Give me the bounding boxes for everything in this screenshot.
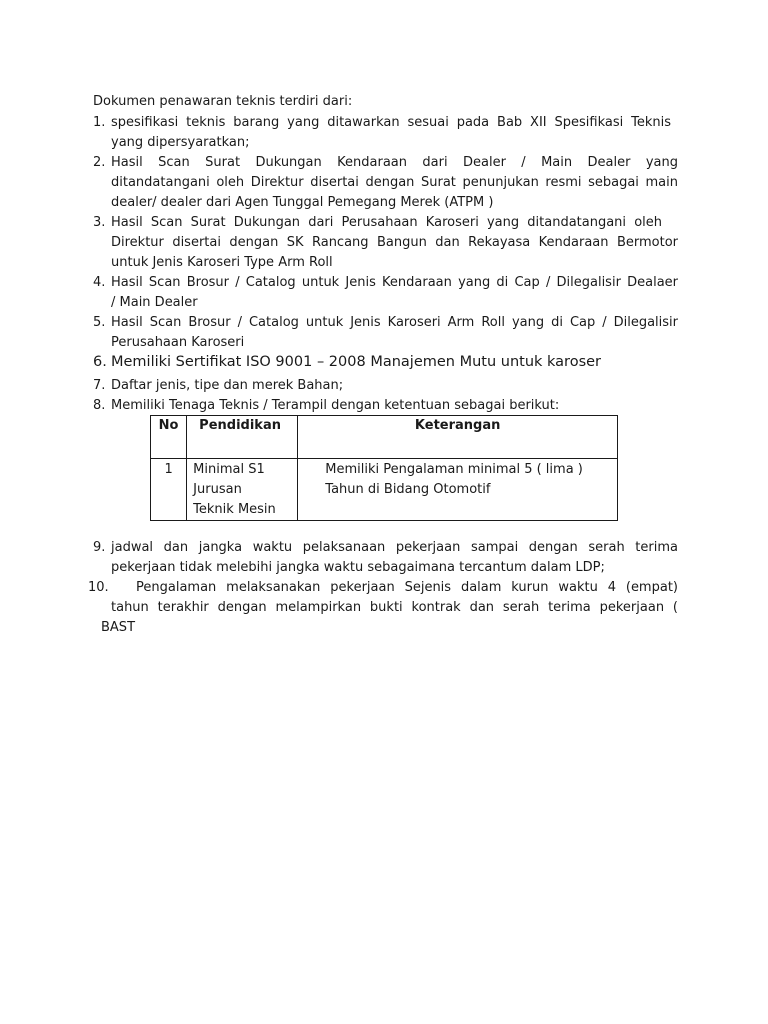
item-4-line-2: / Main Dealer	[111, 295, 198, 310]
item-8-line-1: Memiliki Tenaga Teknis / Terampil dengan ketentuan sebagai berikut:	[111, 398, 560, 413]
header-no: No	[151, 416, 187, 459]
item-number: 4.	[93, 275, 106, 290]
item-2-line-2: ditandatangani oleh Direktur disertai dengan Surat penunjukan resmi sebagai main	[111, 175, 678, 190]
item-number: 2.	[93, 155, 106, 170]
pendidikan-line: Teknik Mesin	[193, 502, 276, 517]
item-3-line-2: Direktur disertai dengan SK Rancang Bangun dan Rekayasa Kendaraan Bermotor	[111, 235, 678, 250]
item-number: 1.	[93, 115, 106, 130]
item-number: 3.	[93, 215, 106, 230]
item-4-line-1: Hasil Scan Brosur / Catalog untuk Jenis Kendaraan yang di Cap / Dilegalisir Dealaer	[111, 275, 678, 290]
intro-text: Dokumen penawaran teknis terdiri dari:	[93, 94, 353, 109]
item-5-line-1: Hasil Scan Brosur / Catalog untuk Jenis Karoseri Arm Roll yang di Cap / Dilegalisir	[111, 315, 678, 330]
item-3-line-3: untuk Jenis Karoseri Type Arm Roll	[111, 255, 333, 270]
cell-pendidikan	[187, 459, 298, 521]
cell-keterangan	[298, 459, 618, 521]
item-number: 9.	[93, 540, 106, 555]
cell-no: 1	[151, 459, 187, 521]
item-10-line-2: tahun terakhir dengan melampirkan bukti kontrak dan serah terima pekerjaan (	[111, 600, 678, 615]
table-header-row	[151, 416, 618, 459]
item-10-line-3: BAST	[101, 620, 136, 635]
header-pendidikan: Pendidikan	[187, 416, 298, 459]
keterangan-line: Tahun di Bidang Otomotif	[325, 482, 491, 497]
item-7-line-1: Daftar jenis, tipe dan merek Bahan;	[111, 378, 344, 393]
item-10-line-1: Pengalaman melaksanakan pekerjaan Sejenis dalam kurun waktu 4 (empat)	[136, 580, 678, 595]
item-number: 10.	[88, 580, 109, 595]
item-number: 6.	[93, 354, 107, 370]
table-row	[151, 459, 618, 521]
item-3-line-1: Hasil Scan Surat Dukungan dari Perusahaan Karoseri yang ditandatangani oleh	[111, 215, 662, 230]
item-number: 5.	[93, 315, 106, 330]
item-number: 8.	[93, 398, 106, 413]
item-1-line-1: spesifikasi teknis barang yang ditawarkan sesuai pada Bab XII Spesifikasi Teknis	[111, 115, 671, 130]
item-number: 7.	[93, 378, 106, 393]
pendidikan-line: Minimal S1	[193, 462, 265, 477]
keterangan-line: Memiliki Pengalaman minimal 5 ( lima )	[325, 462, 583, 477]
item-9-line-1: jadwal dan jangka waktu pelaksanaan pekerjaan sampai dengan serah terima	[111, 540, 678, 555]
pendidikan-line: Jurusan	[193, 482, 242, 497]
item-1-line-2: yang dipersyaratkan;	[111, 135, 250, 150]
item-2-line-3: dealer/ dealer dari Agen Tunggal Pemegang Merek (ATPM )	[111, 195, 494, 210]
requirements-table	[150, 415, 618, 521]
header-keterangan: Keterangan	[298, 416, 618, 459]
item-9-line-2: pekerjaan tidak melebihi jangka waktu sebagaimana tercantum dalam LDP;	[111, 560, 605, 575]
item-5-line-2: Perusahaan Karoseri	[111, 335, 245, 350]
item-6-line-1: Memiliki Sertifikat ISO 9001 – 2008 Manajemen Mutu untuk karoser	[111, 354, 602, 370]
item-2-line-1: Hasil Scan Surat Dukungan Kendaraan dari Dealer / Main Dealer yang	[111, 155, 678, 170]
